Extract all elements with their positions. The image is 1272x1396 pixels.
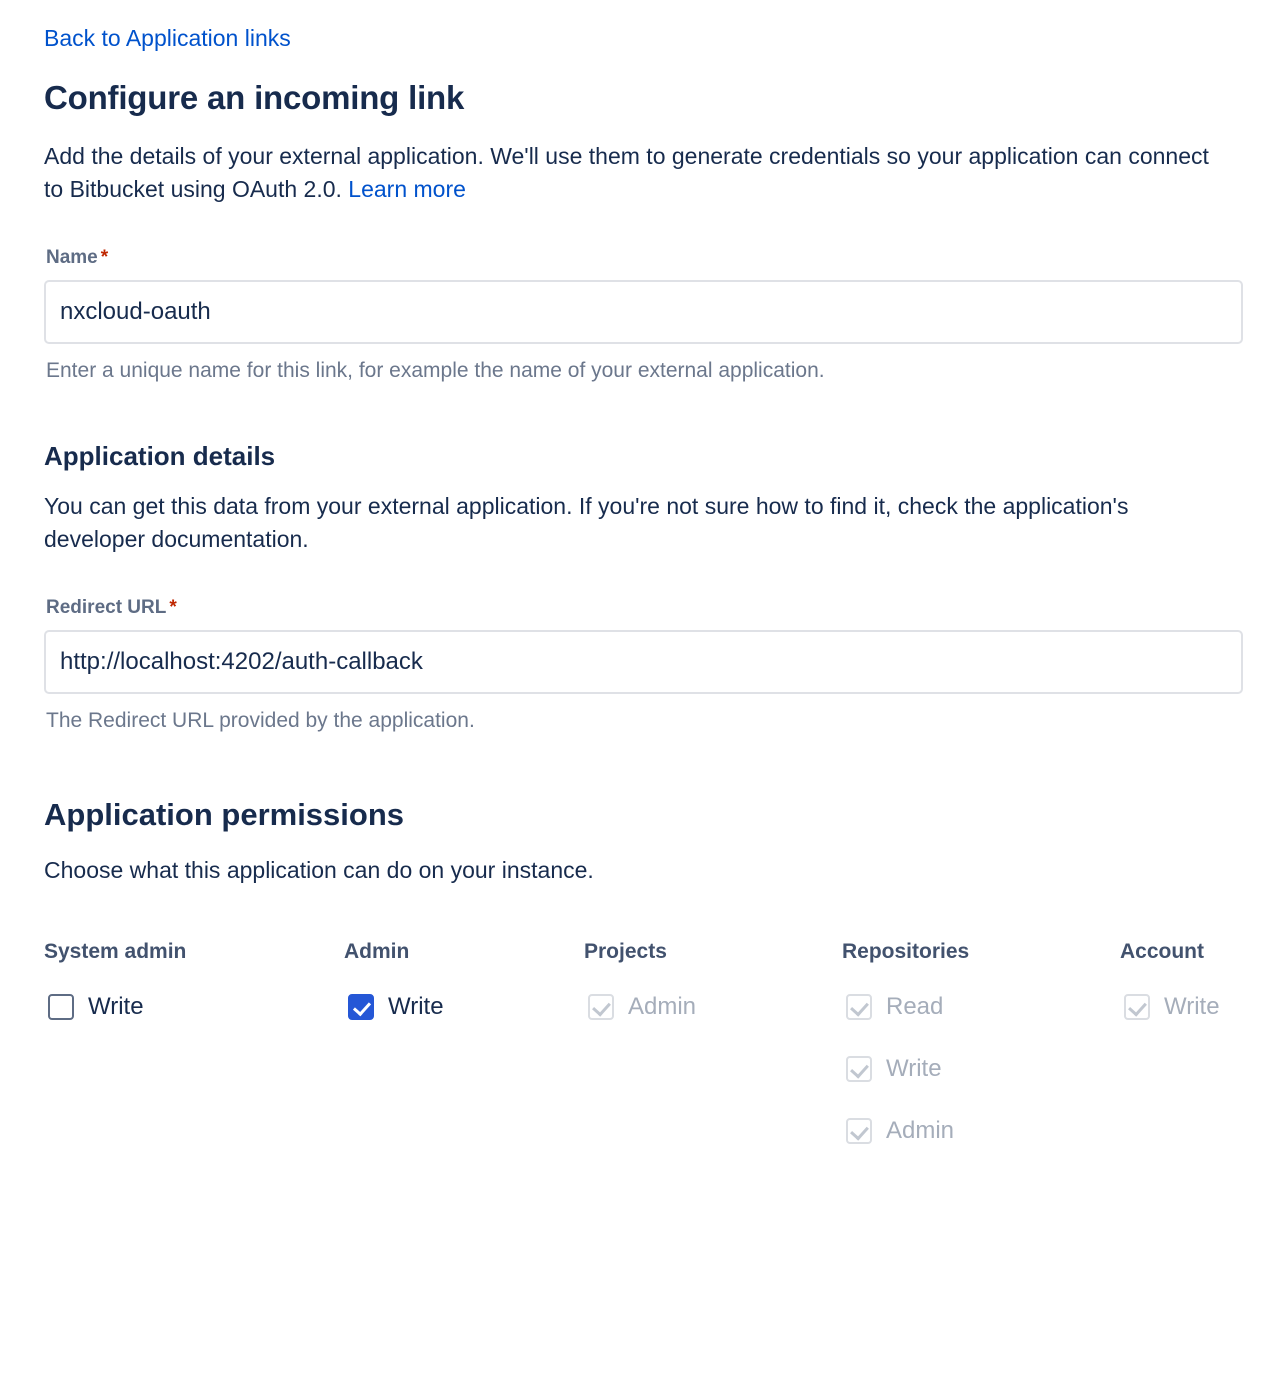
checkbox-repositories-write bbox=[846, 1056, 872, 1082]
permission-column-header-admin: Admin bbox=[344, 940, 410, 963]
permission-label: Write bbox=[1164, 993, 1220, 1020]
application-details-title: Application details bbox=[44, 441, 276, 471]
application-permissions-description: Choose what this application can do on your instance. bbox=[44, 857, 594, 883]
checkbox-projects-admin bbox=[588, 994, 614, 1020]
permission-label: Read bbox=[886, 993, 944, 1020]
permission-label: Admin bbox=[886, 1117, 955, 1144]
permission-column-header-repositories: Repositories bbox=[842, 940, 970, 963]
permission-column-header-account: Account bbox=[1120, 940, 1204, 963]
permission-column-header-system-admin: System admin bbox=[44, 940, 187, 963]
checkbox-account-write bbox=[1124, 994, 1150, 1020]
redirect-url-label-text: Redirect URL bbox=[46, 597, 167, 618]
permission-item bbox=[842, 1049, 1120, 1089]
permission-column-system-admin bbox=[44, 987, 344, 1151]
permissions-grid bbox=[44, 939, 1242, 1151]
redirect-url-help-text: The Redirect URL provided by the application. bbox=[46, 709, 475, 732]
permission-column-admin bbox=[344, 987, 584, 1151]
permission-label: Write bbox=[388, 993, 444, 1020]
checkbox-repositories-read bbox=[846, 994, 872, 1020]
permission-label: Write bbox=[886, 1055, 942, 1082]
intro-text: Add the details of your external application. We'll use them to generate credentials so your application can connect to Bitbucket using OAuth 2.0. bbox=[44, 143, 1209, 202]
name-field-group bbox=[44, 246, 1242, 384]
learn-more-link[interactable]: Learn more bbox=[348, 176, 466, 202]
application-details-description: You can get this data from your external application. If you're not sure how to find it, check the application's developer documentation. bbox=[44, 493, 1129, 552]
checkbox-repositories-admin bbox=[846, 1118, 872, 1144]
permission-column-header-projects: Projects bbox=[584, 940, 667, 963]
name-label-text: Name bbox=[46, 247, 98, 268]
permission-label: Admin bbox=[628, 993, 697, 1020]
back-to-application-links-link[interactable]: Back to Application links bbox=[44, 25, 291, 51]
permission-label: Write bbox=[88, 993, 144, 1020]
redirect-url-required-marker: * bbox=[169, 597, 177, 618]
permission-item bbox=[1120, 987, 1272, 1027]
permission-column-account bbox=[1120, 987, 1272, 1151]
redirect-url-input[interactable] bbox=[44, 630, 1243, 694]
page-title: Configure an incoming link bbox=[44, 79, 465, 116]
name-help-text: Enter a unique name for this link, for example the name of your external application. bbox=[46, 359, 825, 382]
page-intro-text bbox=[44, 140, 1224, 206]
permission-item bbox=[584, 987, 842, 1027]
name-field-label bbox=[46, 246, 1242, 270]
permission-item[interactable] bbox=[344, 987, 584, 1027]
permission-item bbox=[842, 987, 1120, 1027]
checkbox-system-admin-write[interactable] bbox=[48, 994, 74, 1020]
redirect-url-field-group bbox=[44, 596, 1242, 734]
permission-column-repositories bbox=[842, 987, 1120, 1151]
application-permissions-title: Application permissions bbox=[44, 797, 405, 832]
redirect-url-field-label bbox=[46, 596, 1242, 620]
permission-item bbox=[842, 1111, 1120, 1151]
name-required-marker: * bbox=[100, 247, 109, 268]
permission-column-projects bbox=[584, 987, 842, 1151]
permission-item[interactable] bbox=[44, 987, 344, 1027]
checkbox-admin-write[interactable] bbox=[348, 994, 374, 1020]
name-input[interactable] bbox=[44, 280, 1243, 344]
